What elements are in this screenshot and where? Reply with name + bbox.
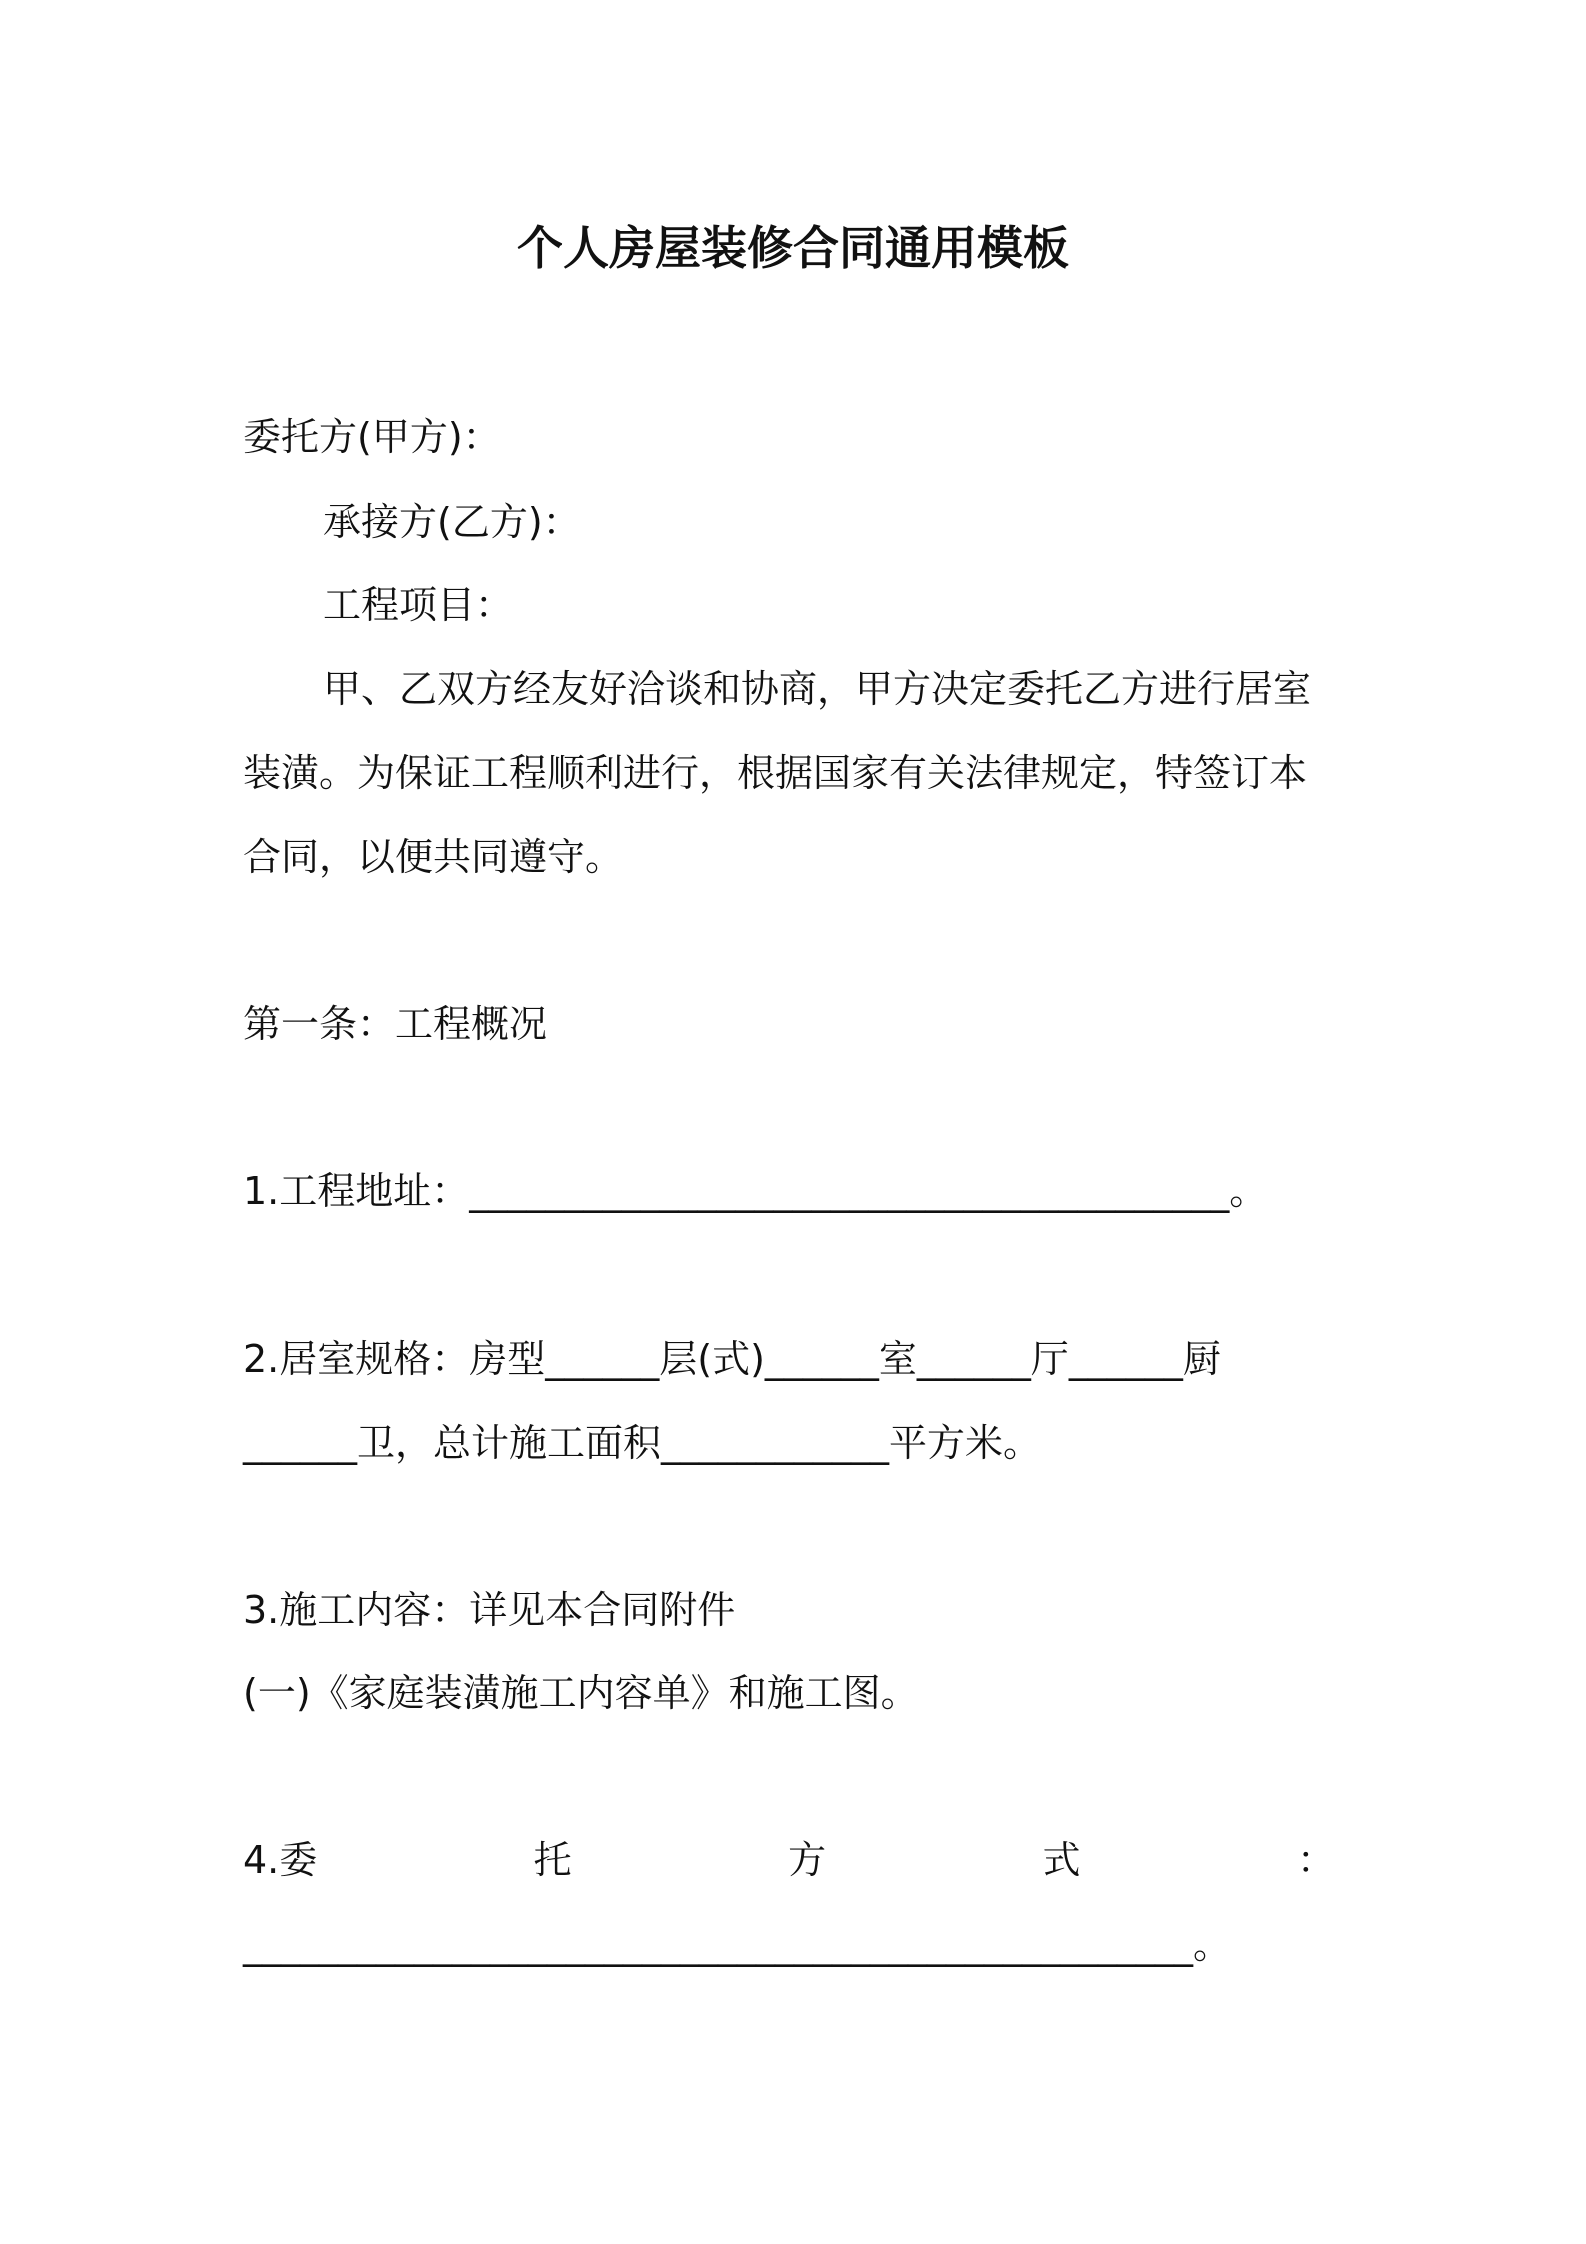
document-title: 个人房屋装修合同通用模板 [517, 221, 1069, 275]
item-4-part: 方 [788, 1838, 827, 1882]
party-b-label: 承接方(乙方)： [323, 500, 581, 544]
item-2-line-2: ______卫，总计施工面积____________平方米。 [243, 1421, 1042, 1465]
project-label: 工程项目： [323, 583, 514, 627]
item-4-blank: __________________________________________________。 [243, 1923, 1232, 1967]
item-4-part: ： [1296, 1838, 1335, 1882]
party-a-label: 委托方(甲方)： [243, 415, 501, 459]
item-4-part: 托 [533, 1838, 572, 1882]
intro-line-1: 甲、乙双方经友好洽谈和协商，甲方决定委托乙方进行居室 [323, 667, 1312, 711]
intro-line-3: 合同，以便共同遵守。 [243, 835, 624, 879]
item-3-content: 3.施工内容：详见本合同附件 [243, 1588, 736, 1632]
article-1-heading: 第一条：工程概况 [243, 1002, 548, 1046]
item-4-part: 式 [1042, 1838, 1081, 1882]
item-2-line-1: 2.居室规格：房型______层(式)______室______厅______厨 [243, 1337, 1221, 1381]
item-4-entrust-method [243, 1835, 1335, 1885]
item-3-sub: (一)《家庭装潢施工内容单》和施工图。 [243, 1671, 919, 1715]
item-4-part: 4.委 [243, 1838, 318, 1882]
intro-line-2: 装潢。为保证工程顺利进行，根据国家有关法律规定，特签订本 [243, 751, 1308, 795]
item-1-address: 1.工程地址：________________________________________。 [243, 1169, 1268, 1213]
